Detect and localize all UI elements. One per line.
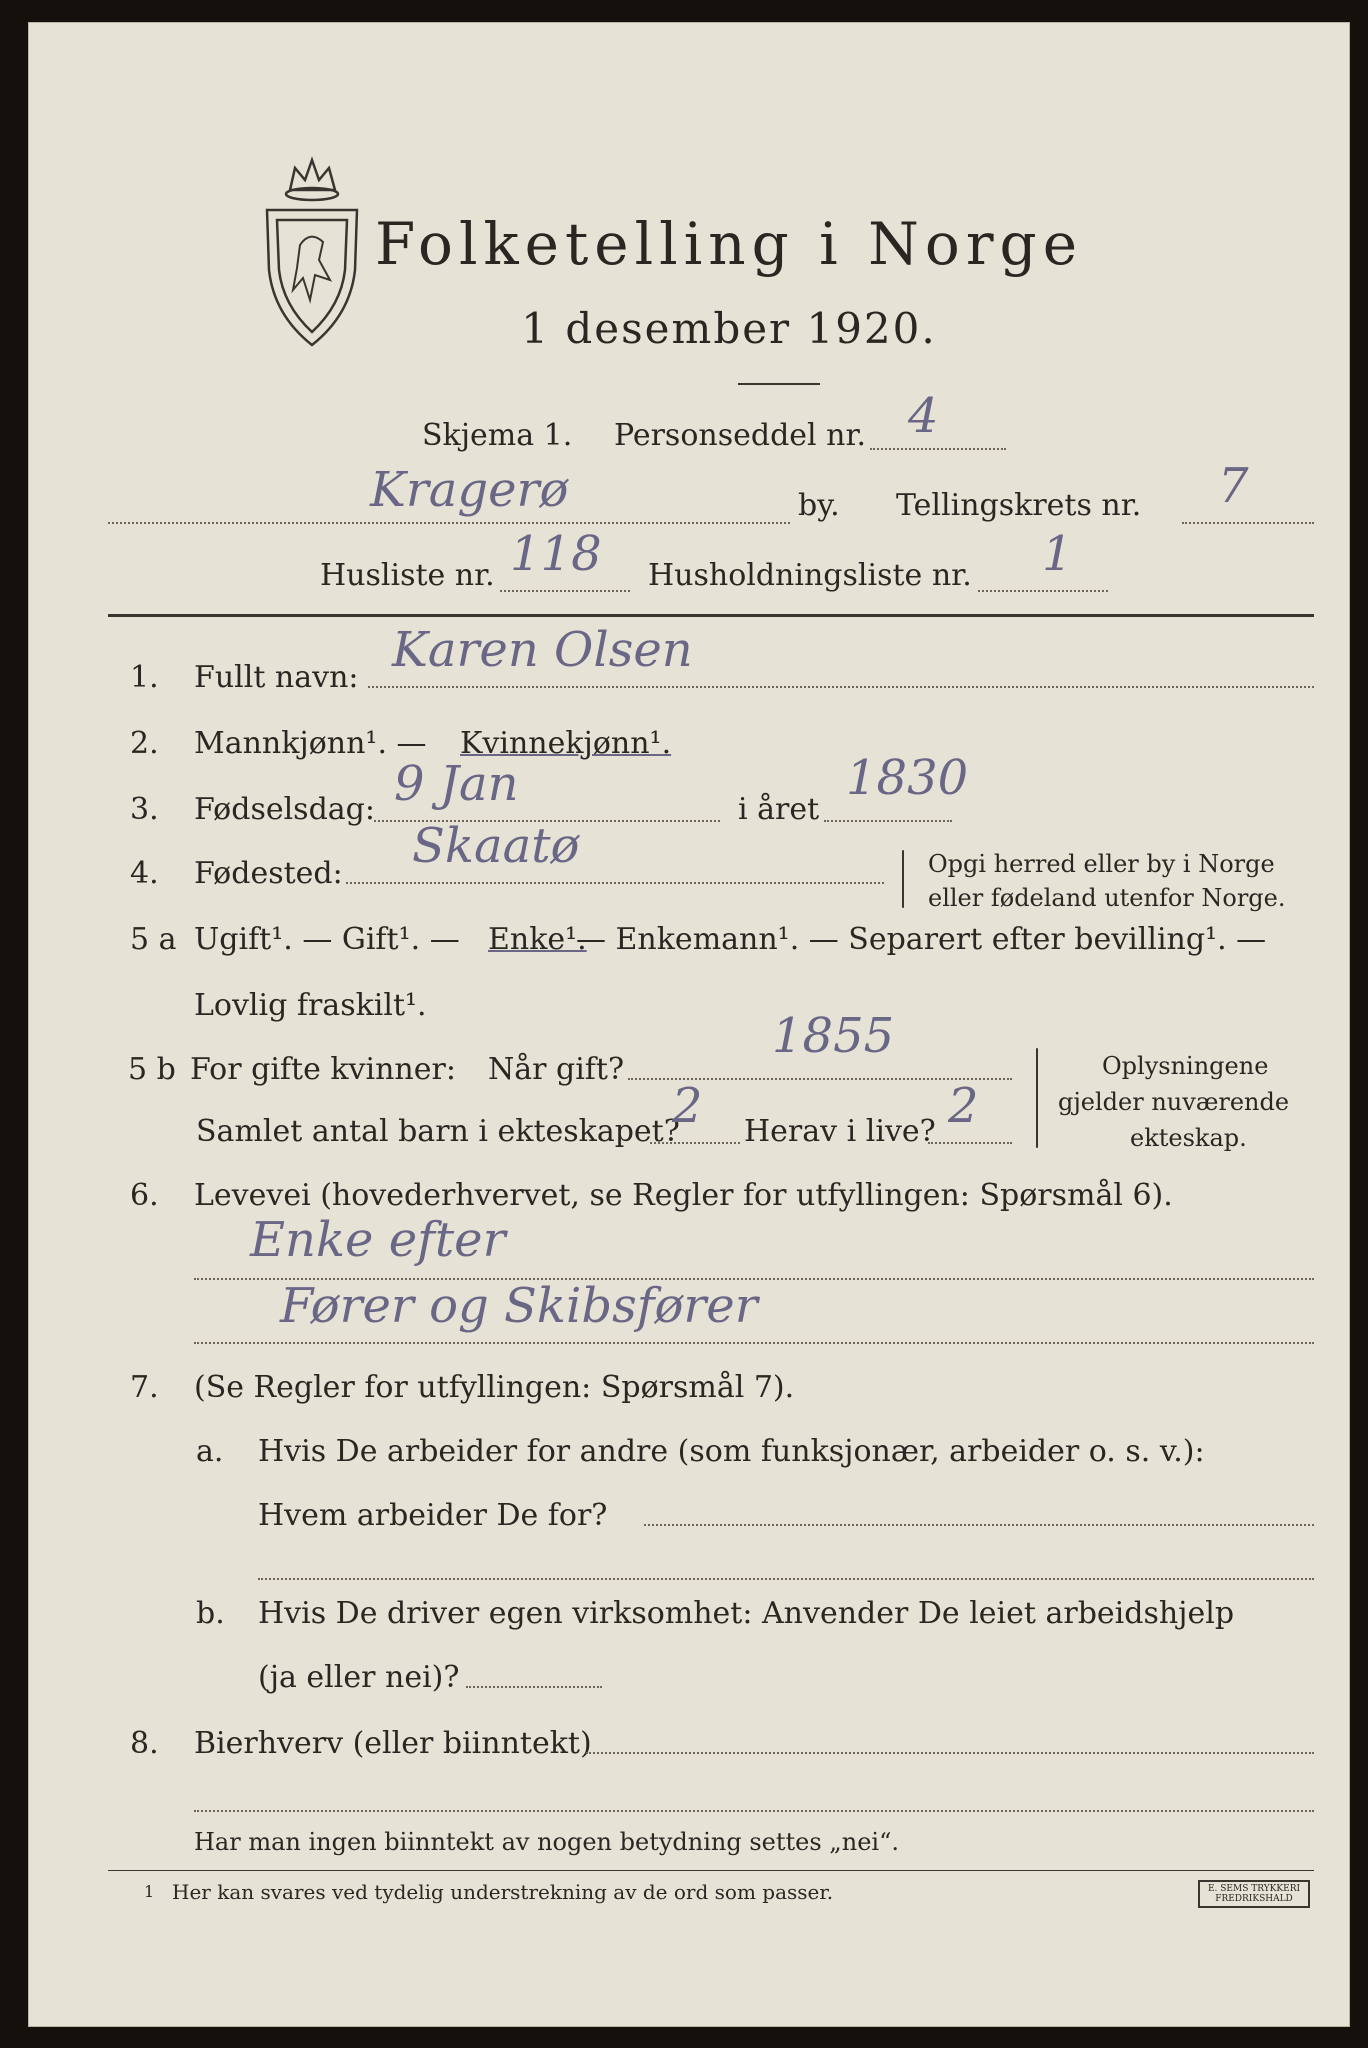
marital-status-options-1[interactable]: Ugift¹. — Gift¹. — — [194, 922, 460, 957]
husholdning-value: 1 — [1042, 526, 1073, 582]
q7-number: 7. — [130, 1370, 159, 1405]
personseddel-label: Personseddel nr. — [614, 418, 867, 453]
q8-label: Bierhverv (eller biinntekt) — [194, 1726, 592, 1761]
q7b-label: Hvis De driver egen virksomhet: Anvender De leiet arbeidshjelp — [258, 1596, 1235, 1631]
birth-year-field[interactable] — [824, 820, 952, 822]
children-alive-value: 2 — [948, 1078, 979, 1134]
q5b-label: For gifte kvinner: — [190, 1052, 456, 1087]
footnote-mark: 1 — [144, 1882, 155, 1901]
q5b-note-line-3: ekteskap. — [1130, 1124, 1247, 1152]
husliste-label: Husliste nr. — [320, 558, 495, 593]
q4-number: 4. — [130, 856, 159, 891]
full-name-field[interactable] — [368, 686, 1314, 688]
personseddel-value: 4 — [908, 388, 939, 444]
birthplace-field[interactable] — [346, 882, 884, 884]
gender-female-option[interactable]: Kvinnekjønn¹. — [460, 726, 672, 761]
marital-status-divorced-option[interactable]: Lovlig fraskilt¹. — [194, 988, 427, 1023]
married-year-value: 1855 — [772, 1008, 895, 1064]
by-label: by. — [798, 488, 840, 523]
q5b-when-label: Når gift? — [488, 1052, 625, 1087]
title-divider — [738, 383, 820, 385]
footnote-text: Her kan svares ved tydelig understrekning av de ord som passer. — [172, 1880, 834, 1904]
children-count-field[interactable] — [650, 1142, 740, 1144]
q7b-sub-label: (ja eller nei)? — [258, 1660, 460, 1695]
q8-number: 8. — [130, 1726, 159, 1761]
marital-status-widow-option[interactable]: Enke¹. — [488, 922, 587, 957]
q4-label: Fødested: — [194, 856, 343, 891]
occupation-value-1: Enke efter — [250, 1212, 506, 1268]
husliste-field[interactable] — [500, 590, 630, 592]
children-count-value: 2 — [672, 1078, 703, 1134]
q5a-number: 5 a — [130, 922, 177, 957]
full-name-value: Karen Olsen — [392, 622, 693, 678]
q5b-children-label: Samlet antal barn i ekteskapet? — [196, 1114, 680, 1149]
birth-day-value: 9 Jan — [394, 756, 519, 812]
form-date: 1 desember 1920. — [521, 304, 937, 353]
husliste-value: 118 — [510, 526, 602, 582]
side-income-field-2[interactable] — [194, 1810, 1314, 1812]
marital-status-options-2[interactable]: — Enkemann¹. — Separert efter bevilling¹. — — [576, 922, 1267, 957]
hired-help-field[interactable] — [466, 1686, 602, 1688]
side-income-field[interactable] — [586, 1752, 1314, 1754]
tellingskrets-label: Tellingskrets nr. — [896, 488, 1142, 523]
q6-number: 6. — [130, 1178, 159, 1213]
q4-note-line-1: Opgi herred eller by i Norge — [928, 850, 1275, 878]
q6-label: Levevei (hovederhvervet, se Regler for utfyllingen: Spørsmål 6). — [194, 1178, 1173, 1213]
q5b-note-line-1: Oplysningene — [1102, 1052, 1269, 1080]
q7a-letter: a. — [196, 1434, 224, 1469]
q7b-letter: b. — [196, 1596, 225, 1631]
tellingskrets-value: 7 — [1218, 458, 1249, 514]
q3-number: 3. — [130, 792, 159, 827]
personseddel-field[interactable] — [870, 448, 1006, 450]
q1-label: Fullt navn: — [194, 660, 359, 695]
employer-field[interactable] — [644, 1524, 1314, 1526]
q7-label: (Se Regler for utfyllingen: Spørsmål 7). — [194, 1370, 795, 1405]
footnote-divider — [108, 1870, 1314, 1871]
husholdning-field[interactable] — [978, 590, 1108, 592]
birth-year-value: 1830 — [846, 750, 969, 806]
q5b-number: 5 b — [128, 1052, 176, 1087]
q5b-note-line-2: gjelder nuværende — [1058, 1088, 1290, 1116]
children-alive-field[interactable] — [928, 1142, 1012, 1144]
employer-field-2[interactable] — [258, 1578, 1314, 1580]
q1-number: 1. — [130, 660, 159, 695]
form-title: Folketelling i Norge — [374, 210, 1084, 278]
birthplace-value: Skaatø — [412, 818, 580, 874]
husholdning-label: Husholdningsliste nr. — [648, 558, 972, 593]
occupation-value-2: Fører og Skibsfører — [280, 1278, 758, 1334]
skjema-label: Skjema 1. — [422, 418, 573, 453]
q7a-label: Hvis De arbeider for andre (som funksjonær, arbeider o. s. v.): — [258, 1434, 1205, 1469]
city-field[interactable] — [108, 522, 790, 524]
q4-note-line-2: eller fødeland utenfor Norge. — [928, 884, 1286, 912]
printer-stamp: E. SEMS TRYKKERI FREDRIKSHALD — [1198, 1880, 1310, 1908]
city-value: Kragerø — [370, 462, 569, 518]
q3-year-label: i året — [738, 792, 820, 827]
q5b-note-brace — [1036, 1048, 1038, 1148]
q5b-alive-label: Herav i live? — [744, 1114, 936, 1149]
q7a-sub-label: Hvem arbeider De for? — [258, 1498, 608, 1533]
header-separator — [108, 614, 1314, 617]
q8-note: Har man ingen biinntekt av nogen betydning settes „nei“. — [194, 1828, 899, 1856]
tellingskrets-field[interactable] — [1182, 522, 1314, 524]
gender-male-option[interactable]: Mannkjønn¹. — — [194, 726, 427, 761]
q3-label: Fødselsdag: — [194, 792, 375, 827]
occupation-field-2[interactable] — [194, 1342, 1314, 1344]
q2-number: 2. — [130, 726, 159, 761]
q4-note-brace — [902, 850, 904, 908]
